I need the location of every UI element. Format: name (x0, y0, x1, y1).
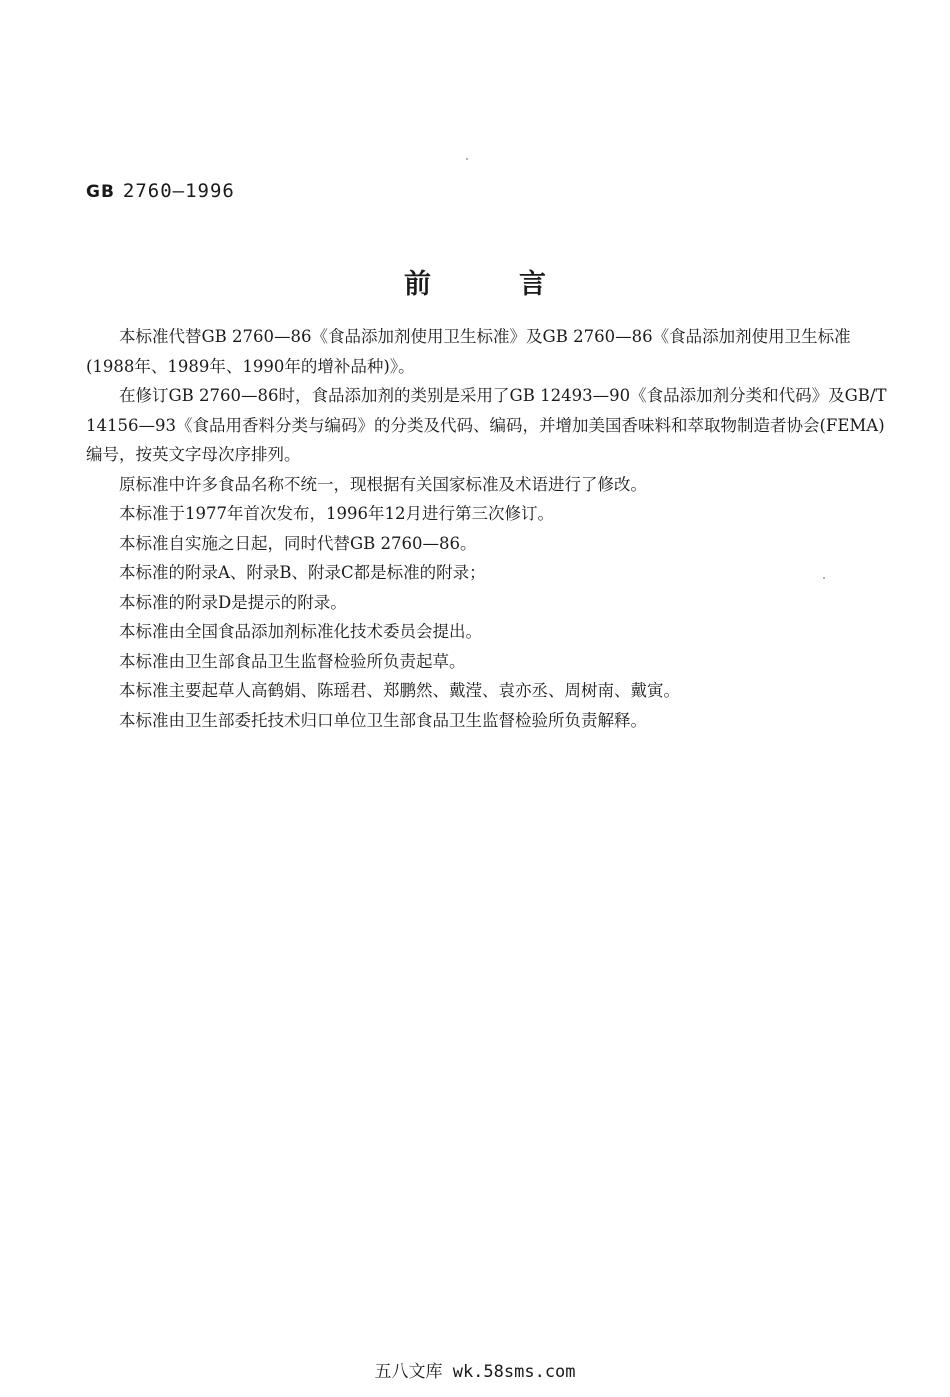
page-title (0, 262, 950, 301)
paragraph-6: 本标准的附录A、附录B、附录C都是标准的附录； (119, 563, 486, 582)
standard-prefix: GB (86, 182, 115, 202)
title-char-1: 前 (404, 269, 431, 300)
paragraph-7: 本标准的附录D是提示的附录。 (119, 592, 347, 612)
title-char-2: 言 (519, 269, 546, 300)
scan-speck (466, 158, 468, 160)
foreword-body (86, 322, 888, 735)
standard-code: 2760—1996 (122, 180, 235, 202)
paragraph-8: 本标准由全国食品添加剂标准化技术委员会提出。 (119, 622, 482, 641)
paragraph-9: 本标准由卫生部食品卫生监督检验所负责起草。 (119, 651, 466, 671)
paragraph-1: 本标准代替GB 2760—86《食品添加剂使用卫生标准》及GB 2760—86《食品添加剂使用卫生标准(1988年、1989年、1990年的增补品种)》。 (86, 327, 851, 376)
standard-number (86, 180, 235, 202)
paragraph-4: 本标准于1977年首次发布，1996年12月进行第三次修订。 (119, 504, 554, 523)
footer-watermark: 五八文库 wk.58sms.com (374, 1362, 576, 1382)
paragraph-3: 原标准中许多食品名称不统一，现根据有关国家标准及术语进行了修改。 (119, 474, 647, 494)
scan-speck (823, 577, 825, 579)
paragraph-2: 在修订GB 2760—86时，食品添加剂的类别是采用了GB 12493—90《食品添加剂分类和代码》及GB/T 14156—93《食品用香料分类与编码》的分类及代码、编码，并增加美国香味料和萃取物制造者协会(FEMA)编号，按英文字母次序排列。 (86, 386, 887, 464)
paragraph-5: 本标准自实施之日起，同时代替GB 2760—86。 (119, 533, 477, 553)
paragraph-10: 本标准主要起草人高鹤娟、陈瑶君、郑鹏然、戴滢、袁亦丞、周树南、戴寅。 (119, 681, 680, 700)
paragraph-11: 本标准由卫生部委托技术归口单位卫生部食品卫生监督检验所负责解释。 (119, 710, 647, 730)
